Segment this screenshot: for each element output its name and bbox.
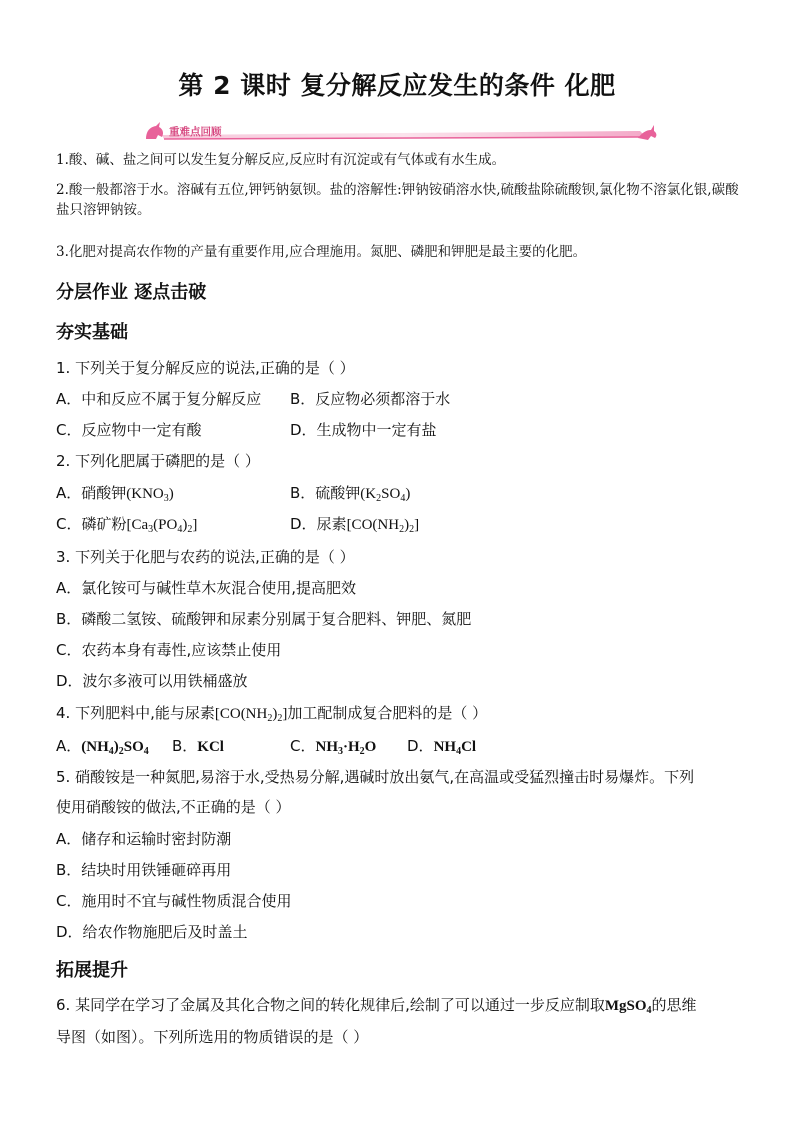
- q3-stem: 3. 下列关于化肥与农药的说法,正确的是（ ）: [56, 548, 355, 566]
- review-point-2: 2.酸一般都溶于水。溶碱有五位,钾钙钠氨钡。盐的溶解性:钾钠铵硝溶水快,硫酸盐除硫酸钡,氯化物不溶氯化银,碳酸盐只溶钾钠铵。: [56, 182, 739, 218]
- q2-option-c: [56, 514, 197, 535]
- q5-stem-line1: 5. 硝酸铵是一种氮肥,易溶于水,受热易分解,遇碱时放出氨气,在高温或受猛烈撞击时易爆炸。下列: [56, 768, 695, 786]
- q2-stem: 2. 下列化肥属于磷肥的是（ ）: [56, 452, 260, 470]
- q3-option-c: C．农药本身有毒性,应该禁止使用: [56, 641, 282, 659]
- q2-option-d-formula: $[CO(NH_2)_2]$: [346, 517, 420, 535]
- q6-stem-line1: [56, 995, 697, 1016]
- q6-stem-formula: MgSO$_4$: [604, 998, 652, 1016]
- q1-option-c: C．反应物中一定有酸: [56, 421, 202, 439]
- q4-option-b-formula: KCl: [197, 739, 224, 755]
- q5-option-b: B．结块时用铁锤砸碎再用: [56, 861, 232, 879]
- q5-stem-line2: 使用硝酸铵的做法,不正确的是（ ）: [56, 798, 291, 816]
- q4-option-a: [56, 736, 149, 757]
- q1-option-a: A．中和反应不属于复分解反应: [56, 390, 262, 408]
- q2-option-a: [56, 483, 174, 504]
- q4-option-d-label: D．: [407, 737, 434, 755]
- page-title: 第 2 课时 复分解反应发生的条件 化肥: [178, 71, 616, 100]
- q1-option-d: D．生成物中一定有盐: [290, 421, 437, 439]
- q4-option-a-label: A．: [56, 737, 82, 755]
- q2-option-b-formula: $(K_2SO_4)$: [360, 486, 411, 504]
- q4-option-b-label: B．: [172, 737, 198, 755]
- q1-stem: 1. 下列关于复分解反应的说法,正确的是（ ）: [56, 359, 355, 377]
- review-banner: [140, 121, 660, 143]
- unicorn-left-icon: [146, 122, 163, 139]
- q2-option-d: [290, 514, 419, 535]
- q4-option-a-formula: $(NH_4)_2SO_4$: [81, 739, 149, 757]
- banner-label: 重难点回顾: [169, 126, 222, 138]
- q6-stem-text: 6. 某同学在学习了金属及其化合物之间的转化规律后,绘制了可以通过一步反应制取: [56, 996, 605, 1014]
- q3-option-d: D．波尔多液可以用铁桶盛放: [56, 672, 248, 690]
- q6-stem-suffix: 的思维: [651, 996, 697, 1014]
- q2-option-a-text: A．硝酸钾: [56, 484, 127, 502]
- q4-option-c-formula: $NH_3\cdot H_2O$: [315, 739, 377, 757]
- q3-option-a: A．氯化铵可与碱性草木灰混合使用,提高肥效: [56, 579, 357, 597]
- section-layered-heading: 分层作业 逐点击破: [56, 282, 207, 303]
- q3-option-b: B．磷酸二氢铵、硫酸钾和尿素分别属于复合肥料、钾肥、氮肥: [56, 610, 472, 628]
- q4-option-d-formula: $NH_4Cl$: [433, 739, 477, 757]
- q4-option-d: [407, 736, 476, 757]
- q6-stem-line2: 导图（如图）。下列所选用的物质错误的是（ ）: [56, 1028, 369, 1046]
- review-point-3: 3.化肥对提高农作物的产量有重要作用,应合理施用。氮肥、磷肥和钾肥是最主要的化肥。: [56, 244, 587, 260]
- q4-stem: [56, 703, 487, 724]
- q4-option-c: [290, 736, 376, 757]
- q2-option-d-text: D．尿素: [290, 515, 347, 533]
- q2-option-a-formula: $(KNO_3)$: [126, 486, 174, 504]
- review-point-1: 1.酸、碱、盐之间可以发生复分解反应,反应时有沉淀或有气体或有水生成。: [56, 152, 506, 168]
- q5-option-a: A．储存和运输时密封防潮: [56, 830, 232, 848]
- q5-option-d: D．给农作物施肥后及时盖土: [56, 923, 248, 941]
- section-basic-heading: 夯实基础: [56, 322, 128, 343]
- q2-option-c-text: C．磷矿粉: [56, 515, 127, 533]
- q2-option-b: [290, 483, 410, 504]
- q5-option-c: C．施用时不宜与碱性物质混合使用: [56, 892, 292, 910]
- section-extend-heading: 拓展提升: [56, 960, 128, 981]
- q4-stem-text: 4. 下列肥料中,能与尿素: [56, 704, 215, 722]
- q4-stem-formula: $[CO(NH_2)_2]$: [214, 706, 288, 724]
- q2-option-c-formula: $[Ca_3(PO_4)_2]$: [126, 517, 198, 535]
- q1-option-b: B．反应物必须都溶于水: [290, 390, 451, 408]
- q4-option-b: [172, 736, 224, 757]
- q2-option-b-text: B．硫酸钾: [290, 484, 361, 502]
- q4-stem-suffix: 加工配制成复合肥料的是（ ）: [287, 704, 488, 722]
- q4-option-c-label: C．: [290, 737, 316, 755]
